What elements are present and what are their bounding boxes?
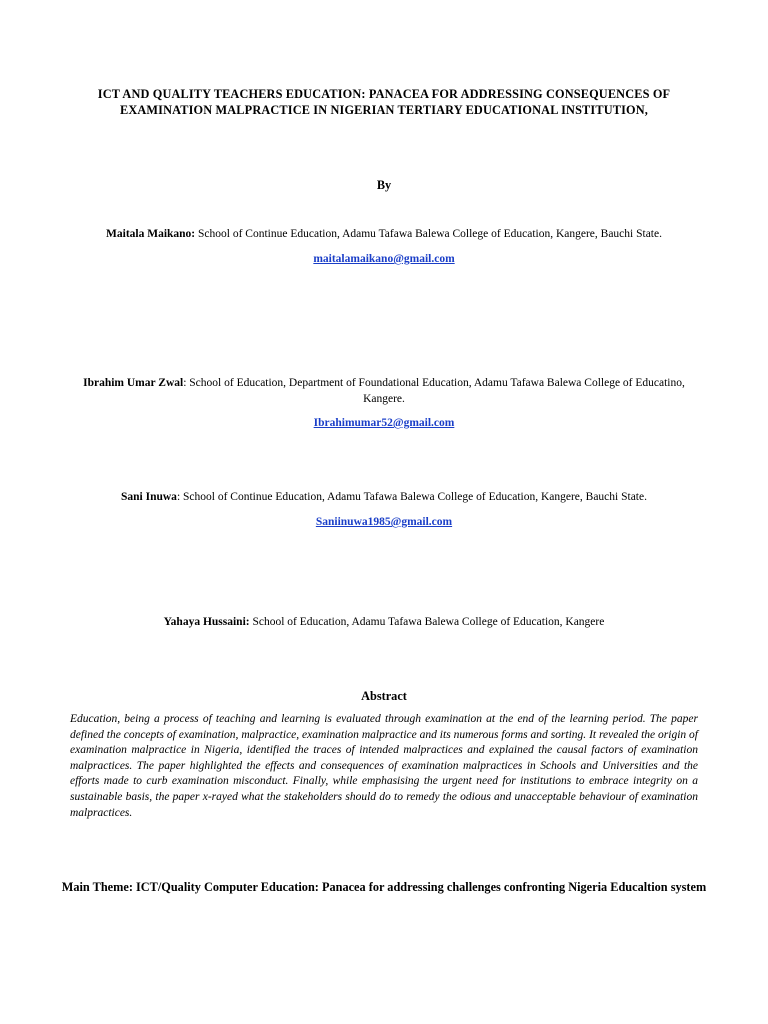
author-email-link[interactable]: Ibrahimumar52@gmail.com: [313, 417, 455, 429]
author-affiliation: School of Education, Adamu Tafawa Balewa College of Education, Kangere: [249, 616, 605, 628]
abstract-heading: Abstract: [361, 689, 407, 703]
author-line-1: [40, 226, 728, 242]
author-name: Maitala Maikano:: [106, 228, 196, 240]
author-line-4: [40, 614, 728, 630]
paper-title: ICT AND QUALITY TEACHERS EDUCATION: PANACEA FOR ADDRESSING CONSEQUENCES OF EXAMINATION MALPRACTICE IN NIGERIAN TERTIARY EDUCATIONAL INSTITUTION,: [97, 87, 671, 117]
author-email-link[interactable]: Saniinuwa1985@gmail.com: [315, 516, 453, 528]
author-name: Sani Inuwa: [121, 491, 177, 503]
main-theme: Main Theme: ICT/Quality Computer Education: Panacea for addressing challenges confronting Nigeria Educaltion system: [61, 880, 707, 894]
author-email-link[interactable]: maitalamaikano@gmail.com: [313, 253, 455, 265]
author-line-2: [66, 375, 702, 407]
author-line-3: [40, 489, 728, 505]
author-name: Yahaya Hussaini:: [163, 616, 250, 628]
author-affiliation: : School of Continue Education, Adamu Tafawa Balewa College of Education, Kangere, Bauchi State.: [176, 491, 647, 503]
author-affiliation: : School of Education, Department of Foundational Education, Adamu Tafawa Balewa College of Educatino, Kangere.: [183, 377, 685, 405]
author-affiliation: School of Continue Education, Adamu Tafawa Balewa College of Education, Kangere, Bauchi State.: [195, 228, 662, 240]
abstract-body: Education, being a process of teaching and learning is evaluated through examination at the end of the learning period. The paper defined the concepts of examination, malpractice, examination malpractice and its numerous forms and sorting. It revealed the origin of examination malpractice in Nigeria, identified the traces of intended malpractices and explained the causal factors of examination malpractices. The paper highlighted the effects and consequences of examination malpractices in Schools and Universities and the efforts made to curb examination misconduct. Finally, while emphasising the urgent need for institutions to embrace integrity on a sustainable basis, the paper x-rayed what the stakeholders should do to remedy the odious and unacceptable behaviour of examination malpractices.: [70, 713, 698, 819]
by-label: By: [376, 178, 392, 192]
author-name: Ibrahim Umar Zwal: [83, 377, 184, 389]
